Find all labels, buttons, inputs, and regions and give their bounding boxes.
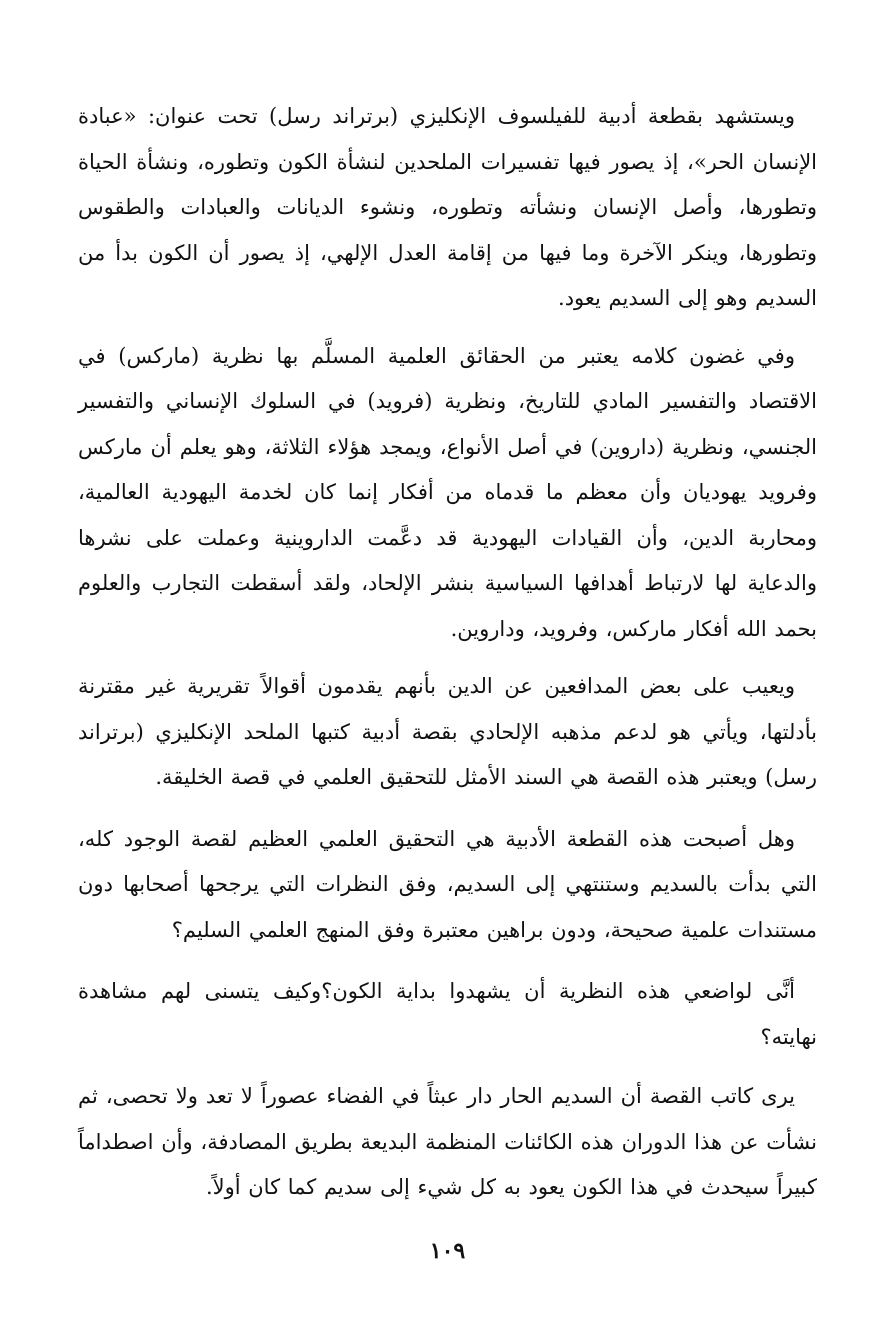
paragraph-5: أنَّى لواضعي هذه النظرية أن يشهدوا بداية الكون؟وكيف يتسنى لهم مشاهدة نهايته؟ (78, 979, 817, 1049)
paragraph-1: ويستشهد بقطعة أدبية للفيلسوف الإنكليزي (برتراند رسل) تحت عنوان: «عبادة الإنسان الحر»، إذ يصور فيها تفسيرات الملحدين لنشأة الكون وتطوره، ونشأة الحياة وتطورها، وأصل الإنسان ونشأته وتطوره، ونشوء الديانات والعبادات والطقوس وتطورها، وينكر الآخرة وما فيها من إقامة العدل الإلهي، إذ يصور أن الكون بدأ من السديم وهو إلى السديم يعود. (78, 104, 817, 310)
paragraph-3: ويعيب على بعض المدافعين عن الدين بأنهم يقدمون أقوالاً تقريرية غير مقترنة بأدلتها، ويأتي هو لدعم مذهبه الإلحادي بقصة أدبية كتبها الملحد الإنكليزي (برتراند رسل) ويعتبر هذه القصة هي السند الأمثل للتحقيق العلمي في قصة الخليقة. (78, 674, 817, 789)
paragraph-6: يرى كاتب القصة أن السديم الحار دار عبثاً في الفضاء عصوراً لا تعد ولا تحصى، ثم نشأت عن هذا الدوران هذه الكائنات المنظمة البديعة بطريق المصادفة، وأن اصطداماً كبيراً سيحدث في هذا الكون يعود به كل شيء إلى سديم كما كان أولاً. (78, 1084, 817, 1199)
body-text (78, 94, 817, 1223)
page-number: ١٠٩ (429, 1238, 466, 1264)
paragraph-4: وهل أصبحت هذه القطعة الأدبية هي التحقيق العلمي العظيم لقصة الوجود كله، التي بدأت بالسديم وستنتهي إلى السديم، وفق النظرات التي يرجحها أصحابها دون مستندات علمية صحيحة، ودون براهين معتبرة وفق المنهج العلمي السليم؟ (78, 826, 817, 942)
paragraph-2: وفي غضون كلامه يعتبر من الحقائق العلمية المسلَّم بها نظرية (ماركس) في الاقتصاد والتفسير المادي للتاريخ، ونظرية (فرويد) في السلوك الإنساني والتفسير الجنسي، ونظرية (داروين) في أصل الأنواع، ويمجد هؤلاء الثلاثة، وهو يعلم أن ماركس وفرويد يهوديان وأن معظم ما قدماه من أفكار إنما كان لخدمة اليهودية العالمية، ومحاربة الدين، وأن القيادات اليهودية قد دعَّمت الداروينية وعملت على نشرها والدعاية لها لارتباط أهدافها السياسية بنشر الإلحاد، ولقد أسقطت التجارب والعلوم بحمد الله أفكار ماركس، وفرويد، وداروين. (78, 343, 817, 641)
